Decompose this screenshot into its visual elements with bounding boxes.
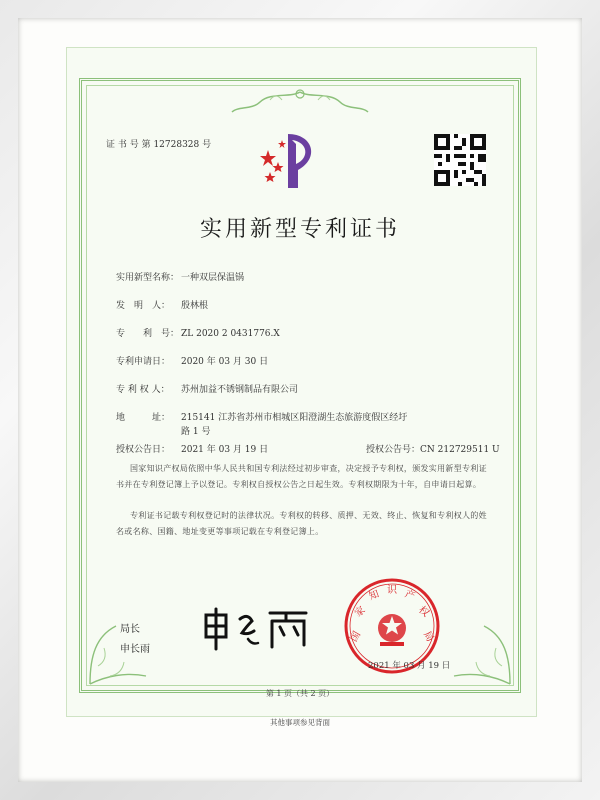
corner-ornament-icon: [434, 596, 514, 686]
field-value: 苏州加益不锈钢制品有限公司: [181, 385, 299, 395]
field-label: 专 利 号：: [116, 329, 180, 339]
svg-text:国: 国: [348, 629, 364, 644]
field-label: 专 利 权 人：: [116, 385, 170, 395]
field-value: 一种双层保温锅: [181, 273, 245, 283]
field-label: 专利申请日：: [116, 357, 171, 367]
signature: [200, 605, 320, 653]
certificate-number: 证 书 号 第 12728328 号: [106, 140, 212, 150]
field-value: 215141 江苏省苏州市相城区阳澄湖生态旅游度假区经圩: [181, 413, 408, 423]
field-utility-model-name: [116, 270, 244, 283]
top-ornament-icon: [230, 88, 370, 118]
svg-text:权: 权: [416, 604, 431, 620]
svg-text:知: 知: [367, 588, 381, 603]
field-value: ZL 2020 2 0431776.X: [181, 329, 280, 339]
svg-text:家: 家: [353, 604, 368, 620]
svg-text:产: 产: [403, 588, 417, 603]
pub-label: 授权公告号：: [366, 445, 421, 455]
patent-office-logo-icon: [258, 130, 328, 192]
field-value: 殷林根: [181, 301, 209, 311]
field-label: 发 明 人：: [116, 301, 171, 311]
footer-note: 其他事项参见背面: [270, 718, 330, 727]
field-application-date: [116, 354, 268, 367]
svg-text:识: 识: [387, 585, 397, 596]
director-title: 局长: [120, 624, 140, 635]
field-patentee: [116, 382, 298, 395]
publication-number: [366, 442, 500, 455]
field-label: 实用新型名称：: [116, 273, 180, 283]
field-value: 2021 年 03 月 19 日: [181, 445, 269, 455]
field-address-line2: [116, 424, 210, 437]
legal-status-paragraph: 专利证书记载专利权登记时的法律状况。专利权的转移、质押、无效、终止、恢复和专利权人的姓名或名称、国籍、地址变更等事项记载在专利登记簿上。: [116, 511, 487, 536]
field-value: 2020 年 03 月 30 日: [181, 357, 269, 367]
qr-code-icon: [434, 134, 486, 186]
grant-paragraph: 国家知识产权局依照中华人民共和国专利法经过初步审查，决定授予专利权，颁发实用新型专利证书并在专利登记簿上予以登记。专利权自授权公告之日起生效。专利权期限为十年，自申请日起算。: [116, 464, 487, 489]
page-number: 第 1 页（共 2 页）: [265, 689, 335, 698]
field-label: 授权公告日：: [116, 445, 171, 455]
svg-text:局: 局: [420, 629, 436, 644]
field-inventor: [116, 298, 208, 311]
field-value: 路 1 号: [181, 427, 211, 437]
director-name: 申长雨: [120, 644, 150, 655]
pub-value: CN 212729511 U: [420, 445, 500, 455]
field-address: [116, 410, 407, 423]
field-label: 地 址：: [116, 413, 171, 423]
field-patent-number: [116, 326, 280, 339]
seal-date: 2021 年 03 月 19 日: [368, 661, 451, 671]
certificate-title: 实用新型专利证书: [199, 217, 400, 242]
field-grant-date: [116, 442, 500, 455]
